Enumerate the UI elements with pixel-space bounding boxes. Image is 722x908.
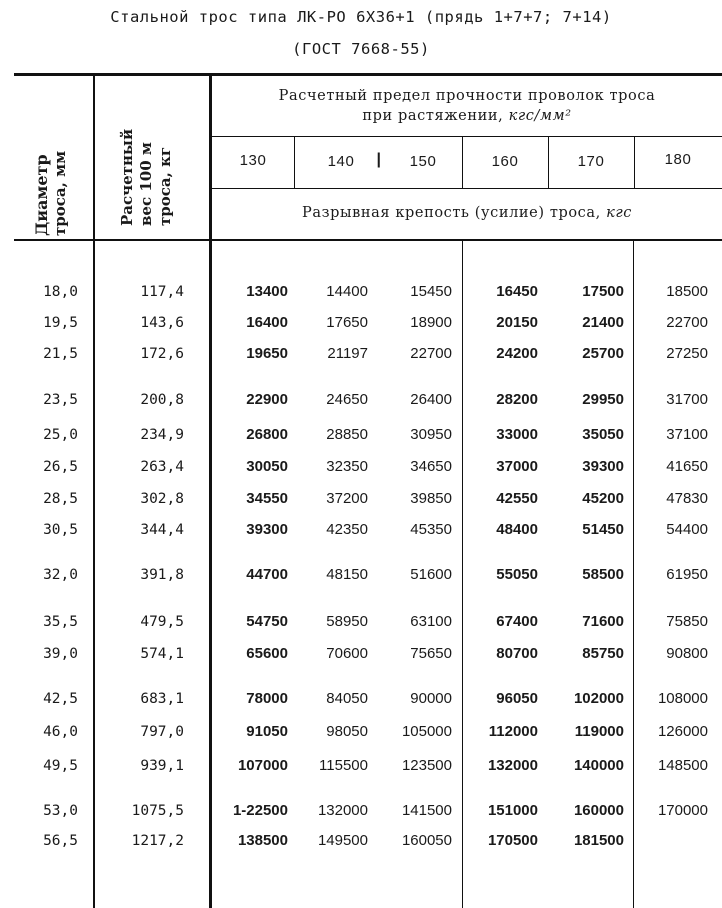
diameter-column-header: [32, 151, 70, 236]
cell-grade-170: 17500: [582, 283, 624, 300]
grades-rule: [212, 188, 722, 189]
cell-weight: 479,5: [140, 614, 184, 630]
cell-grade-180: 90800: [666, 645, 708, 662]
grade-divider-1: [294, 137, 295, 188]
breaking-strength-header: [212, 205, 722, 221]
cell-grade-180: 41650: [666, 458, 708, 475]
cell-grade-150: 26400: [410, 391, 452, 408]
cell-grade-130: 65600: [246, 645, 288, 662]
breaking-strength-unit: кгс: [606, 205, 632, 221]
cell-grade-150: 39850: [410, 490, 452, 507]
cell-grade-130: 19650: [246, 345, 288, 362]
cell-grade-160: 16450: [496, 283, 538, 300]
standard-reference: (ГОСТ 7668-55): [292, 40, 430, 58]
weight-column-header: [118, 129, 175, 226]
cell-grade-160: 80700: [496, 645, 538, 662]
cell-grade-150: 15450: [410, 283, 452, 300]
cell-weight: 574,1: [140, 646, 184, 662]
cell-grade-160: 96050: [496, 690, 538, 707]
cell-diameter: 46,0: [43, 724, 78, 740]
cell-grade-180: 170000: [657, 802, 708, 819]
cell-grade-160: 67400: [496, 613, 538, 630]
cell-weight: 172,6: [140, 346, 184, 362]
cell-grade-130: 39300: [246, 521, 288, 538]
cell-grade-170: 35050: [582, 426, 624, 443]
cell-grade-140: 58950: [326, 613, 368, 630]
grade-170: 170: [577, 153, 605, 170]
table-title: Стальной трос типа ЛК-РО 6Х36+1 (прядь 1+7+7; 7+14): [110, 8, 612, 26]
cell-grade-160: 28200: [496, 391, 538, 408]
cell-grade-170: 181500: [573, 832, 624, 849]
cell-grade-130: 34550: [246, 490, 288, 507]
cell-weight: 1075,5: [131, 803, 184, 819]
cell-grade-170: 160000: [573, 802, 624, 819]
cell-grade-170: 85750: [582, 645, 624, 662]
body-divider-2: [633, 241, 634, 908]
cell-grade-150: 30950: [410, 426, 452, 443]
cell-grade-160: 151000: [487, 802, 538, 819]
cell-grade-150: 105000: [401, 723, 452, 740]
cell-diameter: 53,0: [43, 803, 78, 819]
cell-grade-170: 29950: [582, 391, 624, 408]
cell-weight: 302,8: [140, 491, 184, 507]
table-top-rule: [14, 73, 722, 76]
strength-header-rule: [212, 136, 722, 137]
cell-diameter: 19,5: [43, 315, 78, 331]
cell-grade-170: 71600: [582, 613, 624, 630]
cell-grade-140: 32350: [326, 458, 368, 475]
cell-weight: 263,4: [140, 459, 184, 475]
cell-grade-130: 26800: [246, 426, 288, 443]
cell-grade-160: 132000: [487, 757, 538, 774]
cell-grade-180: 75850: [666, 613, 708, 630]
cell-grade-160: 42550: [496, 490, 538, 507]
breaking-strength-label: Разрывная крепость (усилие) троса,: [302, 205, 601, 221]
cell-grade-140: 70600: [326, 645, 368, 662]
cell-diameter: 42,5: [43, 691, 78, 707]
cell-grade-130: 13400: [246, 283, 288, 300]
cell-grade-140: 132000: [317, 802, 368, 819]
cell-grade-140: 42350: [326, 521, 368, 538]
cell-grade-160: 55050: [496, 566, 538, 583]
strength-header: [212, 86, 722, 126]
cell-grade-140: 37200: [326, 490, 368, 507]
cell-grade-170: 58500: [582, 566, 624, 583]
header-bottom-rule: [14, 239, 722, 241]
cell-weight: 344,4: [140, 522, 184, 538]
cell-diameter: 21,5: [43, 346, 78, 362]
cell-diameter: 23,5: [43, 392, 78, 408]
cell-grade-160: 170500: [487, 832, 538, 849]
cell-grade-180: 126000: [657, 723, 708, 740]
cell-grade-140: 14400: [326, 283, 368, 300]
cell-diameter: 49,5: [43, 758, 78, 774]
cell-grade-130: 107000: [237, 757, 288, 774]
cell-grade-160: 24200: [496, 345, 538, 362]
cell-grade-140: 24650: [326, 391, 368, 408]
cell-grade-150: 160050: [401, 832, 452, 849]
cell-weight: 797,0: [140, 724, 184, 740]
cell-grade-170: 25700: [582, 345, 624, 362]
cell-diameter: 30,5: [43, 522, 78, 538]
cell-grade-140: 84050: [326, 690, 368, 707]
cell-diameter: 25,0: [43, 427, 78, 443]
cell-grade-180: 61950: [666, 566, 708, 583]
cell-weight: 234,9: [140, 427, 184, 443]
strength-header-line2: [212, 106, 722, 126]
cell-grade-150: 141500: [401, 802, 452, 819]
cell-weight: 1217,2: [131, 833, 184, 849]
weight-header-line1: Расчетный: [118, 128, 136, 226]
diameter-column-divider: [93, 75, 95, 908]
strength-unit: кгс/мм²: [508, 108, 572, 124]
cell-grade-140: 28850: [326, 426, 368, 443]
cell-grade-150: 123500: [401, 757, 452, 774]
cell-weight: 200,8: [140, 392, 184, 408]
weight-header-line2: вес 100 м: [137, 142, 155, 226]
cell-grade-140: 48150: [326, 566, 368, 583]
cell-grade-180: 18500: [666, 283, 708, 300]
cell-grade-130: 22900: [246, 391, 288, 408]
cell-grade-140: 17650: [326, 314, 368, 331]
cell-grade-160: 33000: [496, 426, 538, 443]
diameter-header-line2: троса, мм: [51, 150, 69, 236]
cell-diameter: 35,5: [43, 614, 78, 630]
cell-weight: 143,6: [140, 315, 184, 331]
cell-grade-130: 138500: [237, 832, 288, 849]
cell-grade-130: 91050: [246, 723, 288, 740]
cell-grade-130: 78000: [246, 690, 288, 707]
cell-weight: 391,8: [140, 567, 184, 583]
cell-grade-130: 30050: [246, 458, 288, 475]
cell-grade-150: 22700: [410, 345, 452, 362]
cell-grade-180: 108000: [657, 690, 708, 707]
cell-grade-160: 48400: [496, 521, 538, 538]
cell-grade-130: 54750: [246, 613, 288, 630]
cell-diameter: 26,5: [43, 459, 78, 475]
strength-header-text: при растяжении,: [362, 108, 504, 124]
cell-grade-170: 140000: [573, 757, 624, 774]
cell-grade-180: 148500: [657, 757, 708, 774]
cell-grade-170: 21400: [582, 314, 624, 331]
cell-grade-150: 34650: [410, 458, 452, 475]
cell-grade-150: 90000: [410, 690, 452, 707]
cell-grade-160: 112000: [488, 723, 538, 740]
cell-grade-150: 63100: [410, 613, 452, 630]
grade-140: 140: [327, 153, 355, 170]
cell-grade-160: 20150: [496, 314, 538, 331]
cell-diameter: 18,0: [43, 284, 78, 300]
cell-weight: 683,1: [140, 691, 184, 707]
strength-header-line1: Расчетный предел прочности проволок троса: [278, 88, 656, 104]
cell-diameter: 28,5: [43, 491, 78, 507]
cell-grade-170: 102000: [573, 690, 624, 707]
weight-header-line3: троса, кг: [156, 146, 174, 226]
cell-grade-170: 51450: [582, 521, 624, 538]
cell-grade-170: 119000: [574, 723, 624, 740]
body-divider-1: [462, 241, 463, 908]
cell-weight: 117,4: [140, 284, 184, 300]
cell-grade-170: 39300: [582, 458, 624, 475]
grade-160: 160: [491, 153, 519, 170]
cell-grade-150: 75650: [410, 645, 452, 662]
cell-grade-180: 37100: [666, 426, 708, 443]
cell-grade-130: 16400: [246, 314, 288, 331]
cell-grade-140: 21197: [327, 345, 368, 362]
cell-grade-180: 54400: [666, 521, 708, 538]
cell-diameter: 32,0: [43, 567, 78, 583]
cell-grade-160: 37000: [496, 458, 538, 475]
cell-grade-170: 45200: [582, 490, 624, 507]
cell-grade-150: 51600: [410, 566, 452, 583]
grade-150: 150: [409, 153, 437, 170]
cell-diameter: 56,5: [43, 833, 78, 849]
cell-grade-130: 1-22500: [232, 802, 288, 819]
cell-grade-180: 31700: [666, 391, 708, 408]
cell-grade-130: 44700: [246, 566, 288, 583]
weight-column-divider: [209, 75, 212, 908]
cell-grade-140: 149500: [317, 832, 368, 849]
cell-grade-180: 27250: [666, 345, 708, 362]
cell-grade-140: 115500: [319, 757, 368, 774]
cell-grade-180: 22700: [666, 314, 708, 331]
diameter-header-line1: Диаметр: [32, 154, 51, 236]
cell-grade-150: 45350: [410, 521, 452, 538]
cell-grade-150: 18900: [410, 314, 452, 331]
grade-180: 180: [664, 151, 692, 168]
cell-weight: 939,1: [140, 758, 184, 774]
cell-grade-180: 47830: [666, 490, 708, 507]
cell-diameter: 39,0: [43, 646, 78, 662]
cell-grade-140: 98050: [326, 723, 368, 740]
grade-130: 130: [239, 152, 267, 169]
grade-separator: |: [376, 151, 382, 168]
